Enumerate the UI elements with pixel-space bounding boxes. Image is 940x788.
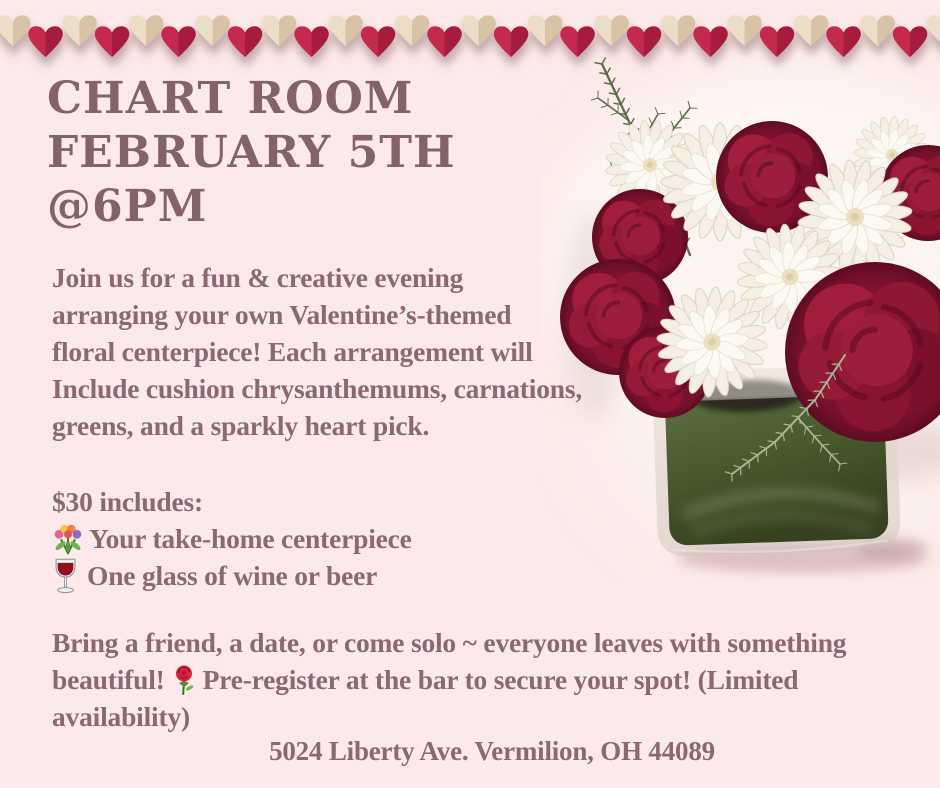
intro-line: Include cushion chrysanthemums, carnations, bbox=[52, 373, 583, 404]
closing-line: Bring a friend, a date, or come solo ~ everyone leaves with something bbox=[52, 627, 847, 658]
closing-line: availability) bbox=[52, 701, 190, 732]
title-line-date: FEBRUARY 5TH bbox=[47, 127, 456, 178]
title-block bbox=[47, 72, 456, 234]
address-line: 5024 Liberty Ave. Vermilion, OH 44089 bbox=[269, 736, 715, 766]
intro-paragraph bbox=[52, 259, 582, 444]
bouquet-icon bbox=[50, 522, 86, 556]
closing-line-part: Pre-register at the bar to secure your spot! (Limited bbox=[202, 664, 799, 695]
closing-paragraph bbox=[52, 624, 846, 735]
intro-line: greens, and a sparkly heart pick. bbox=[52, 410, 430, 441]
title-line-time: @6PM bbox=[47, 181, 208, 232]
intro-line: arranging your own Valentine’s-themed bbox=[52, 299, 512, 330]
closing-line bbox=[52, 661, 846, 698]
closing-line-part: beautiful! bbox=[52, 664, 165, 695]
offer-item-label: Your take-home centerpiece bbox=[89, 523, 412, 554]
offer-heading: $30 includes: bbox=[52, 486, 203, 517]
offer-item-drink bbox=[50, 557, 412, 594]
rose-icon bbox=[172, 664, 196, 695]
title-line-venue: CHART ROOM bbox=[47, 73, 414, 124]
intro-line: floral centerpiece! Each arrangement will bbox=[52, 336, 533, 367]
wine-glass-icon bbox=[54, 558, 77, 594]
intro-line: Join us for a fun & creative evening bbox=[52, 262, 464, 293]
offer-section bbox=[50, 483, 412, 594]
offer-item-centerpiece bbox=[50, 520, 412, 557]
bouquet-illustration bbox=[540, 50, 940, 580]
offer-item-label: One glass of wine or beer bbox=[87, 560, 378, 591]
bouquet-photo bbox=[540, 50, 940, 580]
